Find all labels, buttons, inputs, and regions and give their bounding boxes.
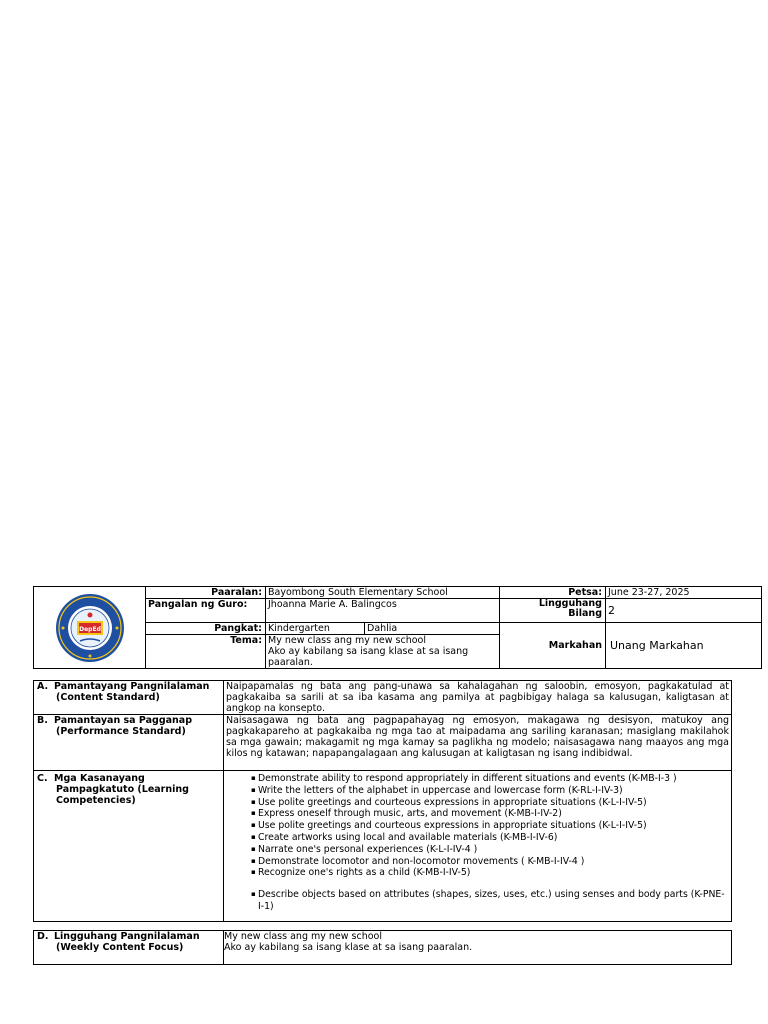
weekly-content-table: [33, 930, 732, 965]
logo-cell: [34, 587, 146, 669]
section-a-text: Naipapamalas ng bata ang pang-unawa sa kahalagahan ng saloobin, emosyon, pagkakatulad at pagkakaiba sa sarili at sa iba kasama ang pamilya at pagbibigay halaga sa kalusugan, kaligtasan at angkop na konsepto.: [224, 681, 732, 715]
lingguhang-value: 2: [606, 599, 762, 623]
section-c-title-2: Pampagkatuto (Learning: [56, 784, 189, 795]
petsa-label: Petsa:: [500, 587, 606, 599]
section-c-title-1: Mga Kasanayang: [54, 773, 145, 784]
section-d-line2: Ako ay kabilang sa isang klase at sa isang paaralan.: [224, 942, 473, 953]
section-b-title-1: Pamantayan sa Pagganap: [54, 715, 193, 726]
section-d-title-2: (Weekly Content Focus): [56, 942, 184, 953]
list-item: ▪ Use polite greetings and courteous expressions in appropriate situations (K-L-I-IV-5): [258, 820, 729, 832]
section-a-title-2: (Content Standard): [56, 692, 160, 703]
list-item: ▪ Narrate one's personal experiences (K-L-I-IV-4 ): [258, 844, 729, 856]
header-table: [33, 586, 762, 669]
section-a-title: A. Pamantayang Pangnilalaman (Content Standard): [34, 681, 224, 715]
section-b-title: B. Pamantayan sa Pagganap (Performance Standard): [34, 715, 224, 771]
list-item: ▪ Demonstrate ability to respond appropriately in different situations and events (K-MB-I-3 ): [258, 773, 729, 785]
pangkat-subcells: [266, 623, 499, 634]
section-d-text: [224, 931, 732, 965]
pangkat-grade: Kindergarten: [268, 623, 330, 634]
section-b-row: [34, 715, 732, 771]
list-item: ▪ Demonstrate locomotor and non-locomotor movements ( K-MB-I-IV-4 ): [258, 856, 729, 868]
standards-table: [33, 680, 732, 922]
list-item: ▪ Recognize one's rights as a child (K-MB-I-IV-5): [258, 867, 729, 879]
list-item: ▪ Express oneself through music, arts, and movement (K-MB-I-IV-2): [258, 808, 729, 820]
paaralan-label: Paaralan:: [146, 587, 266, 599]
pangkat-label: Pangkat:: [146, 623, 266, 635]
markahan-value: Unang Markahan: [606, 623, 762, 669]
section-c-title-3: Competencies): [56, 795, 136, 806]
section-a-row: [34, 681, 732, 715]
section-d-title: D. Lingguhang Pangnilalaman (Weekly Content Focus): [34, 931, 224, 965]
pangkat-value: [266, 623, 500, 635]
section-c-title: C. Mga Kasanayang Pampagkatuto (Learning Competencies): [34, 771, 224, 922]
tema-line2: Ako ay kabilang sa isang klase at sa isang paaralan.: [268, 646, 469, 668]
guro-value: Jhoanna Marie A. Balingcos: [266, 599, 500, 623]
section-c-list-cell: [224, 771, 732, 922]
tema-label: Tema:: [146, 635, 266, 669]
tema-line1: My new class ang my new school: [268, 635, 426, 646]
section-c-row: [34, 771, 732, 922]
section-d-title-1: Lingguhang Pangnilalaman: [54, 931, 200, 942]
competencies-list: [244, 773, 729, 913]
section-d-row: [34, 931, 732, 965]
list-item: ▪ Create artworks using local and available materials (K-MB-I-IV-6): [258, 832, 729, 844]
section-d-line1: My new class ang my new school: [224, 931, 382, 942]
section-b-text: Naisasagawa ng bata ang pagpapahayag ng emosyon, makagawa ng desisyon, matukoy ang pagkakapareho at pagkakaiba ng mga tao at maipadama ang sariling karanasan; masiglang makilahok sa mga gawain; makagamit ng mga kamay sa paglikha ng modelo; naisasagawa nang maayos ang mga kilos ng katawan; napapangalagaan ang kalusugan at kaligtasan ng isang indibidwal.: [224, 715, 732, 771]
paaralan-value: Bayombong South Elementary School: [266, 587, 500, 599]
lingguhang-label: [500, 599, 606, 623]
list-item: ▪ Use polite greetings and courteous expressions in appropriate situations (K-L-I-IV-5): [258, 797, 729, 809]
lingguhang-label-line2: Bilang: [568, 608, 602, 619]
section-b-title-2: (Performance Standard): [56, 726, 186, 737]
svg-text:DepEd: DepEd: [78, 625, 101, 633]
school-seal-icon: [55, 593, 125, 663]
tema-value: [266, 635, 500, 669]
lingguhang-label-line1: Lingguhang: [538, 598, 602, 609]
pangkat-section: Dahlia: [364, 623, 397, 634]
markahan-label: Markahan: [500, 623, 606, 669]
petsa-value: June 23-27, 2025: [606, 587, 762, 599]
list-item: ▪ Describe objects based on attributes (shapes, sizes, uses, etc.) using senses and body parts (K-PNE-I-1): [258, 889, 729, 913]
section-a-title-1: Pamantayang Pangnilalaman: [54, 681, 210, 692]
guro-label: Pangalan ng Guro:: [146, 599, 266, 623]
list-item: ▪ Write the letters of the alphabet in uppercase and lowercase form (K-RL-I-IV-3): [258, 785, 729, 797]
